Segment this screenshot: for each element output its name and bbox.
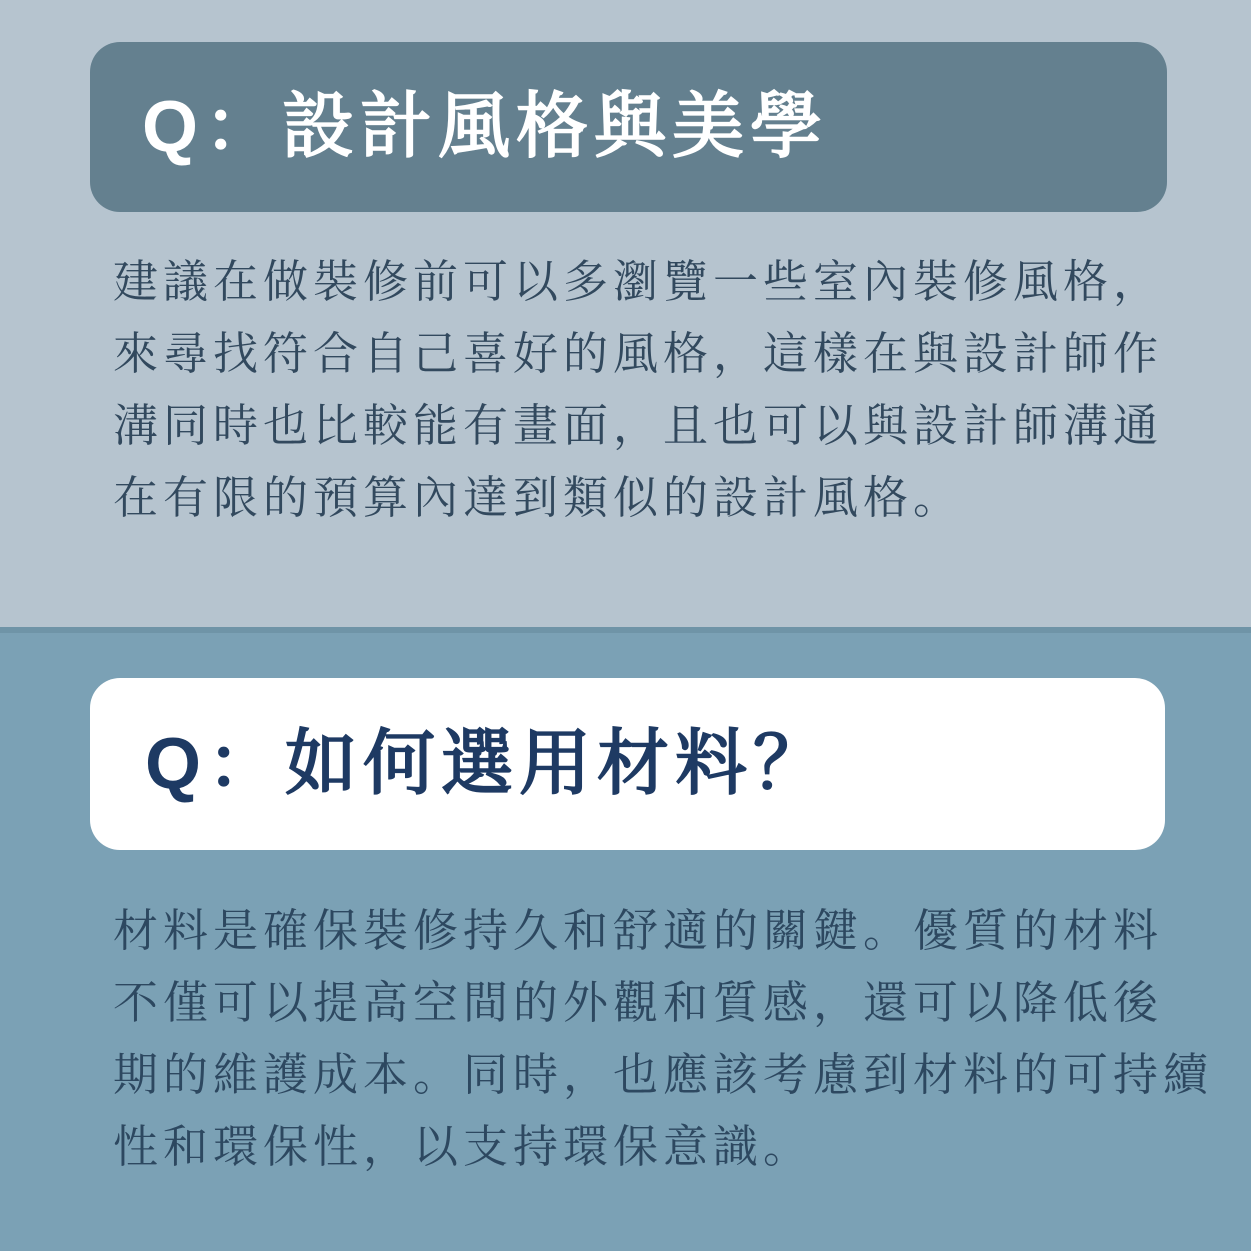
section-materials	[0, 627, 1251, 1251]
answer-line: 材料是確保裝修持久和舒適的關鍵。優質的材料	[113, 905, 1164, 956]
answer-line: 建議在做裝修前可以多瀏覽一些室內裝修風格，	[113, 256, 1164, 307]
answer-line: 性和環保性，以支持環保意識。	[113, 1121, 814, 1172]
answer-line: 不僅可以提高空間的外觀和質感，還可以降低後	[113, 977, 1164, 1028]
answer-materials	[113, 895, 1213, 1183]
answer-line: 溝同時也比較能有畫面，且也可以與設計師溝通	[113, 400, 1164, 451]
answer-line: 期的維護成本。同時，也應該考慮到材料的可持續	[113, 1049, 1214, 1100]
answer-line: 在有限的預算內達到類似的設計風格。	[113, 472, 964, 523]
question-title-design-style: Q：設計風格與美學	[142, 87, 829, 167]
answer-design-style	[113, 246, 1163, 534]
answer-line: 來尋找符合自己喜好的風格，這樣在與設計師作	[113, 328, 1164, 379]
question-title-materials: Q：如何選用材料？	[145, 724, 832, 804]
question-card-design-style	[90, 42, 1167, 212]
question-card-materials	[90, 678, 1165, 850]
